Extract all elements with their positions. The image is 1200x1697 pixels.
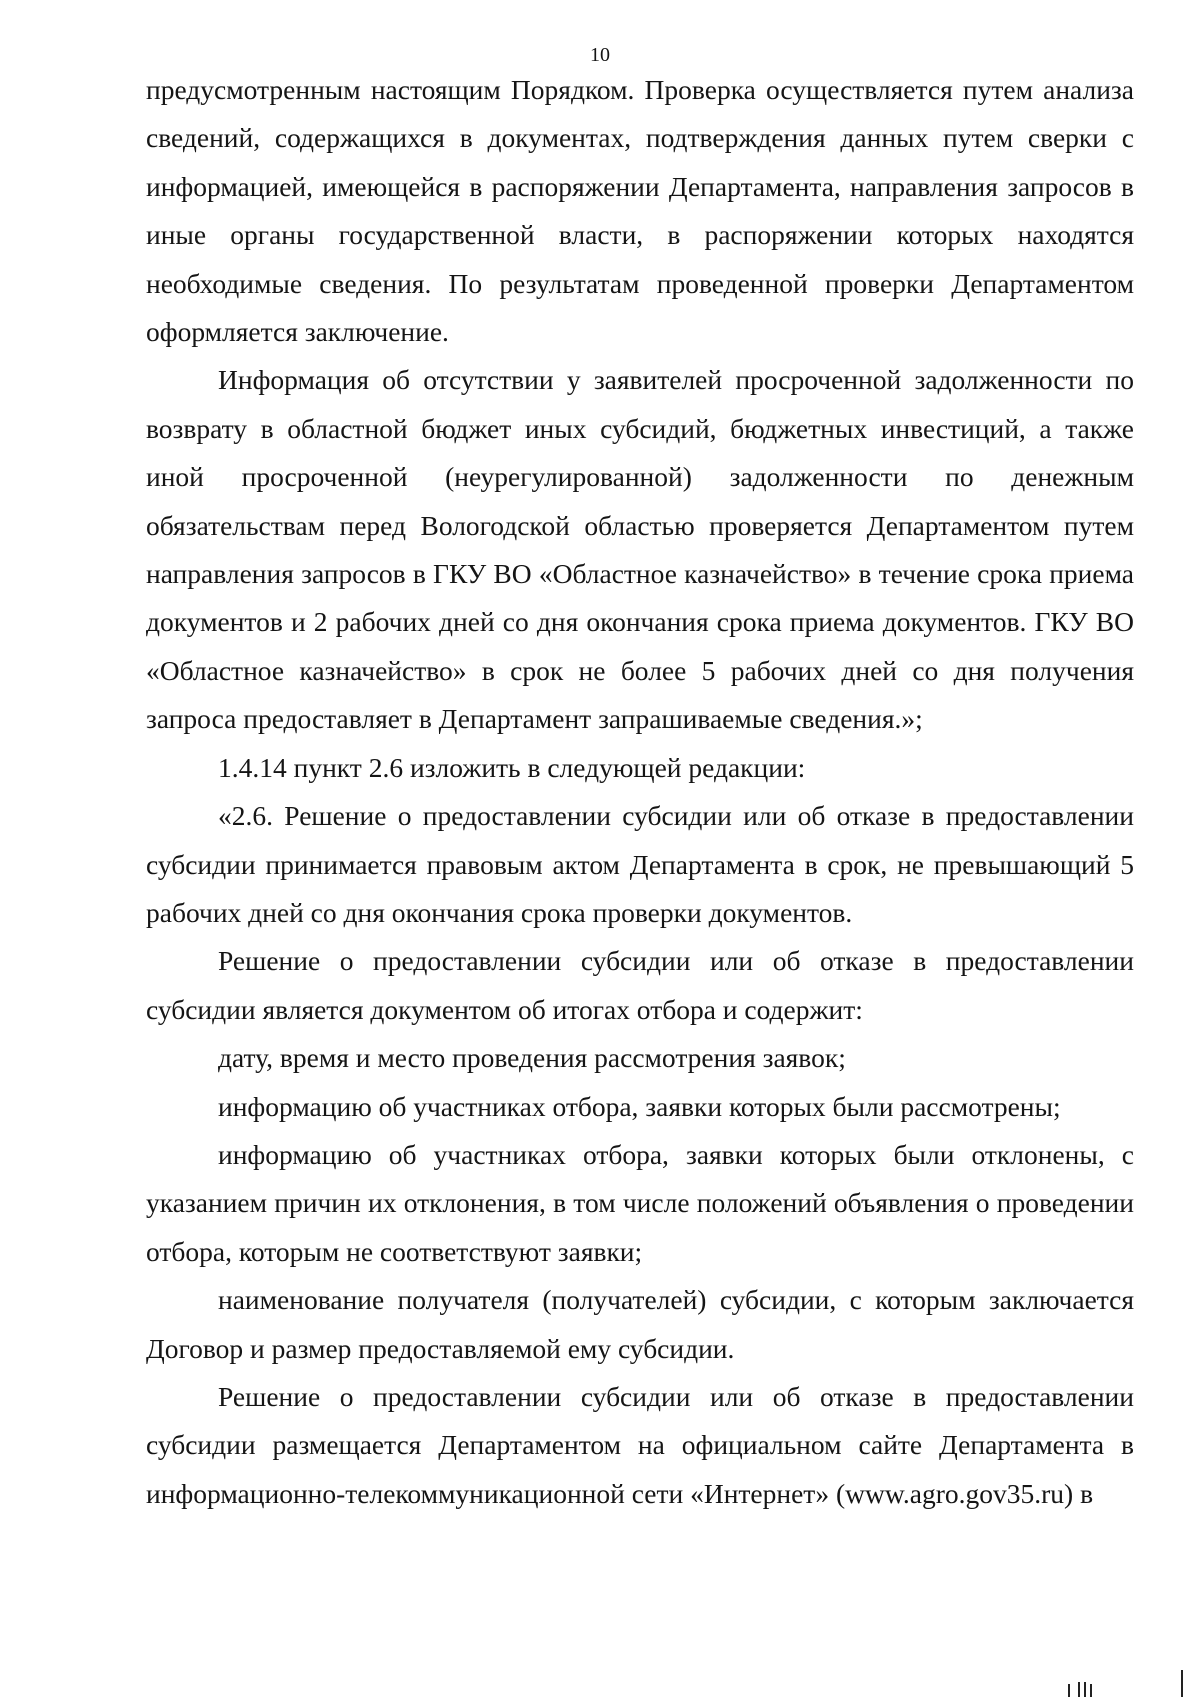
list-item-date-time-place: дату, время и место проведения рассмотрения заявок;: [218, 1042, 846, 1074]
scan-artifact-mark: [1181, 1670, 1183, 1697]
scan-artifact-mark: [1090, 1684, 1092, 1697]
paragraph-decision-deadline: «2.6. Решение о предоставлении субсидии или об отказе в предоставлении субсидии принимается правовым актом Департамента в срок, не превышающий 5 рабочих дней со дня окончания срока проверки документов.: [146, 800, 1134, 928]
paragraph-decision-contents: Решение о предоставлении субсидии или об отказе в предоставлении субсидии является документом об итогах отбора и содержит:: [146, 945, 1134, 1025]
paragraph-debt-information: Информация об отсутствии у заявителей просроченной задолженности по возврату в областной бюджет иных субсидий, бюджетных инвестиций, а также иной просроченной (неурегулированной) задолженности по денежным обязательствам перед Вологодской областью проверяется Департаментом путем направления запросов в ГКУ ВО «Областное казначейство» в течение срока приема документов и 2 рабочих дней со дня окончания срока приема документов. ГКУ ВО «Областное казначейство» в срок не более 5 рабочих дней со дня получения запроса предоставляет в Департамент запрашиваемые сведения.»;: [146, 364, 1134, 735]
paragraph-publication: Решение о предоставлении субсидии или об отказе в предоставлении субсидии размещается Департаментом на официальном сайте Департамента в информационно-телекоммуникационной сети «Интернет» (www.agro.gov35.ru) в: [146, 1380, 1134, 1509]
list-item-considered-participants: информацию об участниках отбора, заявки которых были рассмотрены;: [218, 1090, 1061, 1122]
scan-artifact-mark: [1078, 1682, 1080, 1697]
list-item-rejected-participants: информацию об участниках отбора, заявки которых были отклонены, с указанием причин их отклонения, в том числе положений объявления о проведении отбора, которым не соответствуют заявки;: [146, 1138, 1134, 1267]
list-item-recipient-name: наименование получателя (получателей) субсидии, с которым заключается Договор и размер предоставляемой ему субсидии.: [146, 1284, 1134, 1364]
document-body: [146, 66, 1134, 1518]
scan-artifact-mark: [1068, 1684, 1070, 1697]
scan-artifact-mark: [1084, 1682, 1086, 1697]
paragraph-verification-continued: предусмотренным настоящим Порядком. Проверка осуществляется путем анализа сведений, содержащихся в документах, подтверждения данных путем сверки с информацией, имеющейся в распоряжении Департамента, направления запросов в иные органы государственной власти, в распоряжении которых находятся необходимые сведения. По результатам проведенной проверки Департаментом оформляется заключение.: [146, 74, 1134, 348]
page-number: 10: [590, 44, 610, 66]
paragraph-amendment-2-6: 1.4.14 пункт 2.6 изложить в следующей редакции:: [218, 751, 806, 783]
